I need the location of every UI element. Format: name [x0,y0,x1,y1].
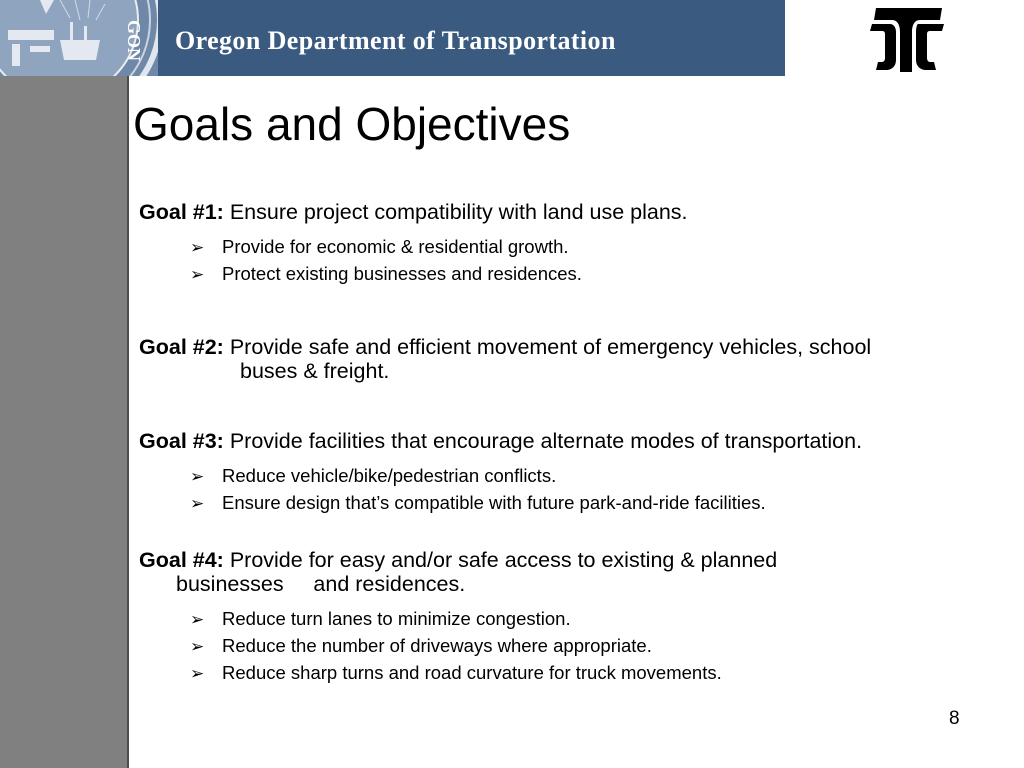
arrow-bullet-icon: ➢ [190,265,205,284]
arrow-bullet-icon: ➢ [190,664,205,683]
goal-2-text: Provide safe and efficient movement of emergency vehicles, school [223,335,872,359]
left-sidebar [0,76,129,768]
goal-4-bullet-2 [190,635,652,658]
arrow-bullet-icon: ➢ [190,238,205,257]
goal-4-bullet-3 [190,662,722,685]
bullet-text: Reduce the number of driveways where appropriate. [222,635,652,656]
goal-3-label: Goal #3: [139,429,224,453]
page-number: 8 [949,708,960,729]
arrow-bullet-icon: ➢ [190,637,205,656]
bullet-text: Ensure design that’s compatible with future park-and-ride facilities. [222,492,766,513]
goal-4-label: Goal #4: [139,548,224,572]
bullet-text: Reduce turn lanes to minimize congestion. [222,608,571,629]
oregon-state-seal-icon [0,0,158,76]
agency-name: Oregon Department of Transportation [175,26,616,55]
arrow-bullet-icon: ➢ [190,467,205,486]
bullet-text: Provide for economic & residential growth. [222,236,569,257]
header-banner [0,0,785,76]
goal-1-label: Goal #1: [139,200,224,224]
goal-2 [139,335,871,383]
slide-title: Goals and Objectives [133,98,571,150]
goal-2-label: Goal #2: [139,335,224,359]
goal-3 [139,429,862,453]
goal-4-continuation: businesses and residences. [176,572,466,596]
goal-4-text: Provide for easy and/or safe access to existing & planned [223,548,778,572]
goal-4-bullet-1 [190,608,571,631]
bullet-text: Reduce vehicle/bike/pedestrian conflicts. [222,465,557,486]
goal-3-bullet-2 [190,492,766,515]
arrow-bullet-icon: ➢ [190,610,205,629]
goal-1-bullet-2 [190,263,582,286]
goal-3-bullet-1 [190,465,556,488]
goal-4 [139,548,777,596]
bullet-text: Protect existing businesses and residences. [222,263,582,284]
goal-3-text: Provide facilities that encourage alternate modes of transportation. [223,429,863,453]
goal-1-text: Ensure project compatibility with land use plans. [223,200,688,224]
bullet-text: Reduce sharp turns and road curvature for truck movements. [222,662,722,683]
svg-text:GON: GON [124,20,144,62]
odot-logo-icon [868,4,948,72]
arrow-bullet-icon: ➢ [190,494,205,513]
goal-1-bullet-1 [190,236,569,259]
goal-2-continuation: buses & freight. [240,359,390,383]
goal-1 [139,200,688,224]
